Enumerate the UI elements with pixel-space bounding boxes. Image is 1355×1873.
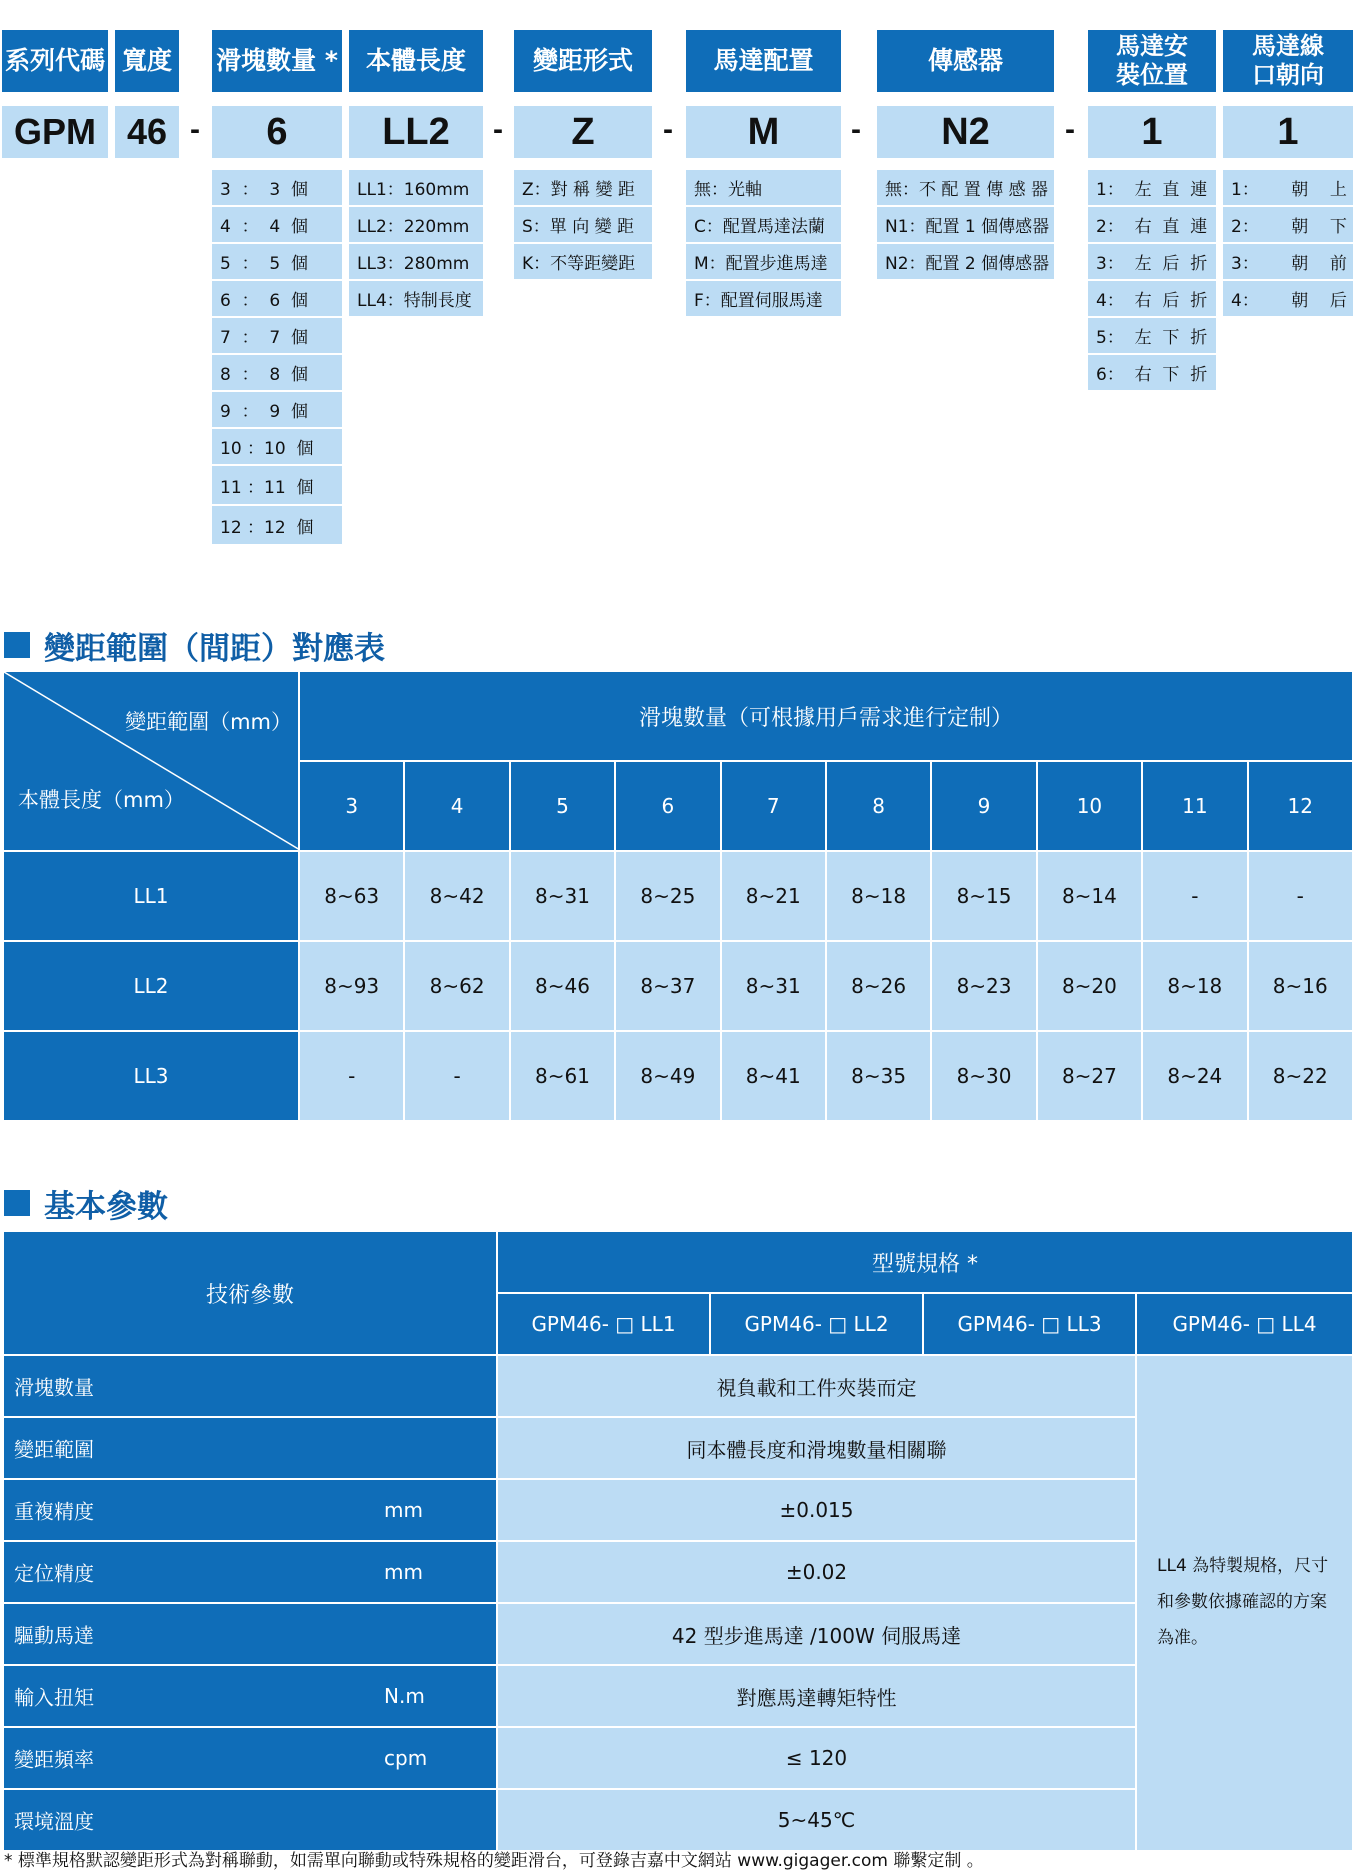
series-code-header: 系列代碼 xyxy=(2,30,108,92)
model-spec-header: 型號規格 * xyxy=(497,1231,1353,1293)
param-name: 環境溫度 xyxy=(14,1809,94,1834)
pitch-range-cell: 8~18 xyxy=(1142,941,1247,1031)
ll4-note-cell: LL4 為特製規格，尺寸和參數依據確認的方案為准。 xyxy=(1136,1355,1353,1851)
sensor-header: 傳感器 xyxy=(877,30,1054,92)
params-table-title xyxy=(4,1178,168,1228)
slider-count-col-header: 4 xyxy=(404,761,509,851)
sensor-option: 無：不 配 置 傳 感 器 xyxy=(877,170,1054,205)
motor-option: F：配置伺服馬達 xyxy=(686,281,841,316)
width-header: 寬度 xyxy=(115,30,179,92)
slider-count-col-header: 5 xyxy=(510,761,615,851)
model-col-header: GPM46- □ LL1 xyxy=(497,1293,710,1355)
motor-position-value: 1 xyxy=(1088,106,1216,158)
sensor-option: N2：配置 2 個傳感器 xyxy=(877,244,1054,279)
series-code-value: GPM xyxy=(2,106,108,158)
width-value: 46 xyxy=(115,106,179,158)
body-length-row-label: LL2 xyxy=(3,941,299,1031)
body-length-option: LL4：特制長度 xyxy=(349,281,483,316)
body-length-option: LL3：280mm xyxy=(349,244,483,279)
pitch-range-cell: 8~42 xyxy=(404,851,509,941)
corner-top-label: 變距範圍（mm） xyxy=(125,710,292,734)
pitch-range-cell: - xyxy=(404,1031,509,1121)
cable-direction-option: 1： 朝 上 xyxy=(1223,170,1353,205)
pitch-range-cell: 8~30 xyxy=(931,1031,1036,1121)
param-unit: mm xyxy=(384,1560,423,1584)
separator-dash: - xyxy=(851,113,861,146)
motor-position-header: 馬達安 裝位置 xyxy=(1088,30,1216,92)
pitch-table-row xyxy=(3,851,1353,941)
slider-count-option: 6 ： 6 個 xyxy=(212,281,342,316)
pitch-table-row xyxy=(3,941,1353,1031)
slider-count-col-header: 10 xyxy=(1037,761,1142,851)
pitch-range-cell: 8~14 xyxy=(1037,851,1142,941)
motor-position-option: 1： 左 直 連 xyxy=(1088,170,1216,205)
pitch-table-title xyxy=(4,620,385,670)
pitch-range-cell: 8~18 xyxy=(826,851,931,941)
param-name-cell xyxy=(3,1789,497,1851)
pitch-range-cell: 8~62 xyxy=(404,941,509,1031)
slider-count-col-header: 11 xyxy=(1142,761,1247,851)
body-length-option: LL2：220mm xyxy=(349,207,483,242)
motor-config-header: 馬達配置 xyxy=(686,30,841,92)
sensor-option: N1：配置 1 個傳感器 xyxy=(877,207,1054,242)
body-length-row-label: LL3 xyxy=(3,1031,299,1121)
pitch-type-option: K：不等距變距 xyxy=(514,244,652,279)
body-length-row-label: LL1 xyxy=(3,851,299,941)
pitch-range-cell: 8~63 xyxy=(299,851,404,941)
pitch-range-cell: 8~23 xyxy=(931,941,1036,1031)
motor-position-option: 4： 右 后 折 xyxy=(1088,281,1216,316)
pitch-range-cell: 8~37 xyxy=(615,941,720,1031)
motor-config-value: M xyxy=(686,106,841,158)
motor-position-option: 2： 右 直 連 xyxy=(1088,207,1216,242)
param-unit: cpm xyxy=(384,1746,428,1770)
motor-position-option: 6： 右 下 折 xyxy=(1088,355,1216,390)
slider-count-option: 9 ： 9 個 xyxy=(212,392,342,427)
param-value-cell: ±0.02 xyxy=(497,1541,1136,1603)
cable-direction-value: 1 xyxy=(1223,106,1353,158)
param-value-cell: 5~45℃ xyxy=(497,1789,1136,1851)
slider-count-col-header: 9 xyxy=(931,761,1036,851)
param-name-cell xyxy=(3,1541,497,1603)
corner-diagonal-line xyxy=(4,672,300,850)
footnote: * 標準規格默認變距形式為對稱聯動，如需單向聯動或特殊規格的變距滑台，可登錄吉嘉中文網站 www.gigager.com 聯繫定制 。 xyxy=(4,1851,984,1871)
body-length-value: LL2 xyxy=(349,106,483,158)
pitch-range-cell: 8~26 xyxy=(826,941,931,1031)
param-value-cell: 視負載和工件夾裝而定 xyxy=(497,1355,1136,1417)
param-name: 輸入扭矩 xyxy=(14,1685,94,1710)
pitch-range-cell: 8~22 xyxy=(1248,1031,1353,1121)
param-name-cell xyxy=(3,1417,497,1479)
slider-count-col-header: 3 xyxy=(299,761,404,851)
motor-option: M：配置步進馬達 xyxy=(686,244,841,279)
param-value-cell: 同本體長度和滑塊數量相關聯 xyxy=(497,1417,1136,1479)
motor-option: C：配置馬達法蘭 xyxy=(686,207,841,242)
param-header-cell: 技術參數 xyxy=(3,1231,497,1355)
model-col-header: GPM46- □ LL4 xyxy=(1136,1293,1353,1355)
slider-count-option: 4 ： 4 個 xyxy=(212,207,342,242)
separator-dash: - xyxy=(663,113,673,146)
slider-count-header: 滑塊數量 * xyxy=(212,30,342,92)
basic-params-table xyxy=(2,1230,1354,1852)
slider-count-option: 10 ：10 個 xyxy=(212,429,342,464)
pitch-range-cell: 8~27 xyxy=(1037,1031,1142,1121)
param-name-cell xyxy=(3,1727,497,1789)
pitch-range-cell: 8~25 xyxy=(615,851,720,941)
separator-dash: - xyxy=(190,113,200,146)
param-name-cell xyxy=(3,1603,497,1665)
param-unit: N.m xyxy=(384,1684,425,1708)
cable-direction-option: 4： 朝 后 xyxy=(1223,281,1353,316)
slider-count-col-header: 12 xyxy=(1248,761,1353,851)
motor-position-option: 3： 左 后 折 xyxy=(1088,244,1216,279)
pitch-range-cell: 8~35 xyxy=(826,1031,931,1121)
cable-direction-option: 3： 朝 前 xyxy=(1223,244,1353,279)
param-name: 滑塊數量 xyxy=(14,1375,94,1400)
pitch-range-cell: - xyxy=(1248,851,1353,941)
section-square-icon xyxy=(4,1190,30,1216)
param-name: 重複精度 xyxy=(14,1499,94,1524)
params-table-title-text: 基本參數 xyxy=(44,1188,168,1225)
param-name-cell xyxy=(3,1665,497,1727)
pitch-range-cell: 8~20 xyxy=(1037,941,1142,1031)
sensor-value: N2 xyxy=(877,106,1054,158)
param-value-cell: 對應馬達轉矩特性 xyxy=(497,1665,1136,1727)
separator-dash: - xyxy=(1065,113,1075,146)
slider-count-col-header: 8 xyxy=(826,761,931,851)
pitch-type-option: S：單 向 變 距 xyxy=(514,207,652,242)
motor-position-option: 5： 左 下 折 xyxy=(1088,318,1216,353)
pitch-range-cell: 8~16 xyxy=(1248,941,1353,1031)
param-unit: mm xyxy=(384,1498,423,1522)
body-length-header: 本體長度 xyxy=(349,30,483,92)
pitch-range-cell: 8~24 xyxy=(1142,1031,1247,1121)
param-name-cell xyxy=(3,1479,497,1541)
pitch-table-title-text: 變距範圍（間距）對應表 xyxy=(44,630,385,667)
pitch-range-cell: 8~93 xyxy=(299,941,404,1031)
corner-bottom-label: 本體長度（mm） xyxy=(18,788,185,812)
slider-count-option: 3 ： 3 個 xyxy=(212,170,342,205)
pitch-range-cell: 8~41 xyxy=(721,1031,826,1121)
param-name-cell xyxy=(3,1355,497,1417)
pitch-range-cell: - xyxy=(299,1031,404,1121)
pitch-table-row xyxy=(3,1031,1353,1121)
model-col-header: GPM46- □ LL2 xyxy=(710,1293,923,1355)
param-name: 變距範圍 xyxy=(14,1437,94,1462)
param-value-cell: 42 型步進馬達 /100W 伺服馬達 xyxy=(497,1603,1136,1665)
param-name: 變距頻率 xyxy=(14,1747,94,1772)
cable-direction-header: 馬達線 口朝向 xyxy=(1223,30,1353,92)
pitch-range-cell: 8~46 xyxy=(510,941,615,1031)
slider-count-option: 7 ： 7 個 xyxy=(212,318,342,353)
model-col-header: GPM46- □ LL3 xyxy=(923,1293,1136,1355)
param-value-cell: ≤ 120 xyxy=(497,1727,1136,1789)
pitch-range-cell: 8~21 xyxy=(721,851,826,941)
slider-count-col-header: 6 xyxy=(615,761,720,851)
pitch-range-table xyxy=(2,670,1354,1122)
cable-direction-option: 2： 朝 下 xyxy=(1223,207,1353,242)
slider-count-option: 11 ：11 個 xyxy=(212,466,342,504)
slider-count-option: 5 ： 5 個 xyxy=(212,244,342,279)
pitch-range-cell: 8~49 xyxy=(615,1031,720,1121)
param-row xyxy=(3,1355,1353,1417)
slider-count-option: 8 ： 8 個 xyxy=(212,355,342,390)
pitch-range-cell: - xyxy=(1142,851,1247,941)
separator-dash: - xyxy=(493,113,503,146)
param-value-cell: ±0.015 xyxy=(497,1479,1136,1541)
pitch-corner-cell xyxy=(3,671,299,851)
pitch-range-cell: 8~31 xyxy=(510,851,615,941)
pitch-type-value: Z xyxy=(514,106,652,158)
body-length-option: LL1：160mm xyxy=(349,170,483,205)
param-name: 驅動馬達 xyxy=(14,1623,94,1648)
motor-option: 無：光軸 xyxy=(686,170,841,205)
pitch-range-cell: 8~31 xyxy=(721,941,826,1031)
pitch-range-cell: 8~15 xyxy=(931,851,1036,941)
pitch-range-cell: 8~61 xyxy=(510,1031,615,1121)
slider-count-col-header: 7 xyxy=(721,761,826,851)
slider-count-group-header: 滑塊數量（可根據用戶需求進行定制） xyxy=(299,671,1353,761)
pitch-type-option: Z：對 稱 變 距 xyxy=(514,170,652,205)
section-square-icon xyxy=(4,632,30,658)
slider-count-option: 12 ：12 個 xyxy=(212,506,342,544)
param-name: 定位精度 xyxy=(14,1561,94,1586)
pitch-type-header: 變距形式 xyxy=(514,30,652,92)
slider-count-value: 6 xyxy=(212,106,342,158)
